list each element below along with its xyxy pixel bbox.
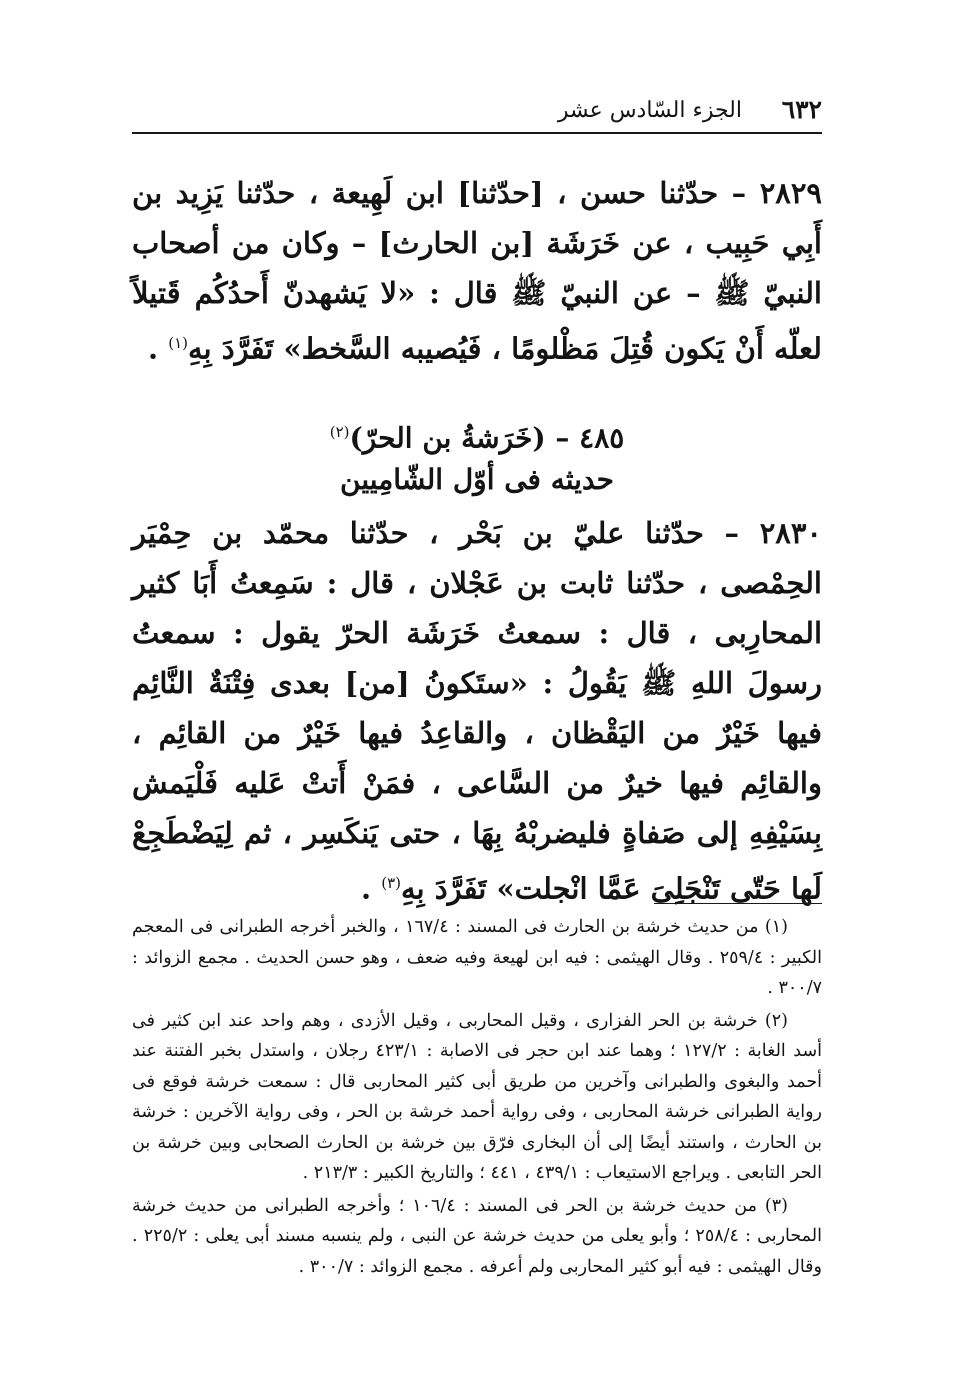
hadith-2829-text: ٢٨٢٩ – حدّثنا حسن ، [حدّثنا] ابن لَهِيعة ، حدّثنا يَزِيد بن أَبِي حَبِيب ، عن خَرَشَة [بن الحارث] – وكان من أصحاب النبيّ ﷺ – عن النبيّ ﷺ قال : «لا يَشهدنّ أَحدُكُم قَتيلاً لعلّه أَنْ يَكون قُتِلَ مَظْلومًا ، فَيُصيبه السَّخط» تَفَرَّدَ بِهِ [132, 176, 822, 366]
hadith-2829 [132, 168, 822, 374]
chapter-title-text: ٤٨٥ – (خَرَشةُ بن الحرّ) [349, 421, 625, 455]
footnote-2: (٢) خرشة بن الحر الفزارى ، وقيل المحاربى ، وقيل الأزدى ، وهم واحد عند ابن كثير فى أسد الغابة : ١٢٧/٢ ؛ وهما عند ابن حجر فى الاصابة : ٤٢٣/١ رجلان ، واستدل بخبر الفتنة عند أحمد والبغوى والطبرانى وآخرين من طريق أبى كثير المحاربى قال : سمعت خرشة فوقع فى رواية الطبرانى خرشة المحاربى ، وفى رواية أحمد خرشة بن الحر ، وفى رواية الآخرين : خرشة بن الحارث ، واستند أيضًا إلى أن البخارى فرّق بين خرشة بن الحارث الصحابى وبين خرشة بن الحر التابعى . ويراجع الاستيعاب : ٤٣٩/١ ، ٤٤١ ؛ والتاريخ الكبير : ٢١٣/٣ . [132, 1010, 822, 1183]
header-rule [132, 132, 822, 134]
page-header [132, 92, 822, 132]
hadith-2830-end: . [361, 871, 382, 906]
hadith-2830 [132, 508, 822, 914]
footnote-ref-2: (٢) [329, 423, 350, 441]
chapter-subtitle: حديثه فى أوّل الشّامِيين [340, 463, 614, 496]
running-title: الجزء السّادس عشر [557, 98, 742, 123]
footnote-ref-3: (٣) [381, 874, 401, 892]
footnote-separator [654, 903, 822, 904]
footnote-1: (١) من حديث خرشة بن الحارث فى المسند : ١٦٧/٤ ، والخبر أخرجه الطبرانى فى المعجم الكبير : ٢٥٩/٤ . وقال الهيثمى : فيه ابن لهيعة وفيه ضعف ، وهو حسن الحديث . مجمع الزوائد : ٣٠٠/٧ . [132, 917, 822, 998]
footnotes [132, 912, 822, 1284]
footnote-ref-1: (١) [168, 334, 188, 352]
hadith-2830-text: ٢٨٣٠ – حدّثنا عليّ بن بَحْر ، حدّثنا محمّد بن حِمْيَر الحِمْصى ، حدّثنا ثابت بن عَجْلان ، قال : سَمِعتُ أَبَا كثير المحارِبى ، قال : سمعتُ خَرَشَة الحرّ يقول : سمعتُ رسولَ اللهِ ﷺ يَقُولُ : «ستَكونُ [من] بعدى فِتْنَةٌ النَّائِم فيها خَيْرٌ من اليَقْظان ، والقاعِدُ فيها خَيْرٌ من القائِم ، والقائِم فيها خيرٌ من السَّاعى ، فمَنْ أَتتْ عَليه فَلْيَمش بِسَيْفِهِ إلى صَفاةٍ فليضربْهُ بِهَا ، حتى يَنكَسِر ، ثم لِيَضْطَجِعْ لَها حَتّى تَنْجَلِىَ عَمَّا انْجلت» تَفَرَّدَ بِهِ [132, 516, 822, 906]
hadith-2829-end: . [148, 331, 169, 366]
chapter-title [132, 410, 822, 460]
footnote-3: (٣) من حديث خرشة بن الحر فى المسند : ١٠٦/٤ ؛ وأخرجه الطبرانى من حديث خرشة المحاربى : ٢٥٨/٤ ؛ وأبو يعلى من حديث خرشة عن النبى ، ولم ينسبه مسند أبى يعلى : ٢٢٥/٢ . وقال الهيثمى : فيه أبو كثير المحاربى ولم أعرفه . مجمع الزوائد : ٣٠٠/٧ . [132, 1195, 822, 1277]
page-number: ٦٣٢ [781, 95, 822, 124]
